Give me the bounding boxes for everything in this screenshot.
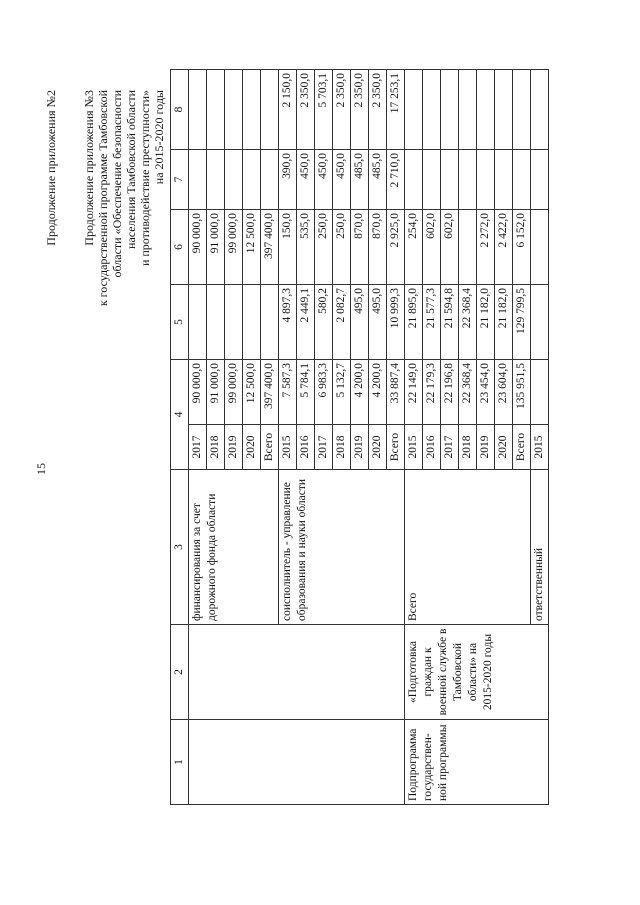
value-cell: 870,0: [351, 210, 369, 285]
value-cell: 485,0: [351, 150, 369, 210]
value-cell: 2 710,0: [387, 150, 405, 210]
value-cell: [531, 360, 549, 425]
value-cell: 2 082,7: [333, 285, 351, 360]
column-number: 5: [171, 285, 189, 360]
value-cell: 602,0: [423, 210, 441, 285]
value-cell: 535,0: [297, 210, 315, 285]
value-cell: 91 000,0: [207, 210, 225, 285]
value-cell: 22 368,4: [459, 360, 477, 425]
value-cell: 2 272,0: [477, 210, 495, 285]
year-cell: 2015: [405, 425, 423, 470]
source-cell: ответственный: [531, 470, 549, 625]
value-cell: [495, 70, 513, 150]
value-cell: 450,0: [297, 150, 315, 210]
value-cell: 2 925,0: [387, 210, 405, 285]
source-cell: соисполнитель - управление образования и науки области: [279, 470, 405, 625]
value-cell: [243, 285, 261, 360]
value-cell: [225, 70, 243, 150]
value-cell: 250,0: [333, 210, 351, 285]
header-line: и противодействие преступности»: [138, 90, 152, 267]
value-cell: [441, 70, 459, 150]
page-number: 15: [34, 463, 48, 475]
value-cell: [207, 70, 225, 150]
year-cell: 2016: [297, 425, 315, 470]
value-cell: 21 895,0: [405, 285, 423, 360]
value-cell: 7 587,3: [279, 360, 297, 425]
value-cell: 10 999,3: [387, 285, 405, 360]
value-cell: [261, 150, 279, 210]
header-line: к государственной программе Тамбовской: [96, 90, 110, 307]
year-cell: 2019: [351, 425, 369, 470]
table-row: [405, 70, 423, 805]
value-cell: 6 983,3: [315, 360, 333, 425]
value-cell: [459, 150, 477, 210]
value-cell: [189, 70, 207, 150]
value-cell: [243, 150, 261, 210]
value-cell: 90 000,0: [189, 210, 207, 285]
value-cell: 21 577,3: [423, 285, 441, 360]
value-cell: 21 182,0: [495, 285, 513, 360]
col-2-cell: [189, 625, 405, 720]
value-cell: 254,0: [405, 210, 423, 285]
document-header: [44, 90, 166, 306]
value-cell: [441, 150, 459, 210]
value-cell: 495,0: [351, 285, 369, 360]
year-cell: 2018: [459, 425, 477, 470]
column-number-row: [171, 70, 189, 805]
value-cell: 2 449,1: [297, 285, 315, 360]
value-cell: [459, 210, 477, 285]
value-cell: 33 887,4: [387, 360, 405, 425]
header-line: населения Тамбовской области: [124, 90, 138, 249]
value-cell: 397 400,0: [261, 360, 279, 425]
value-cell: [261, 70, 279, 150]
value-cell: 21 594,8: [441, 285, 459, 360]
column-number: 4: [171, 360, 189, 470]
value-cell: 870,0: [369, 210, 387, 285]
value-cell: 22 179,3: [423, 360, 441, 425]
value-cell: [459, 70, 477, 150]
value-cell: 495,0: [369, 285, 387, 360]
year-cell: 2015: [531, 425, 549, 470]
value-cell: 23 454,0: [477, 360, 495, 425]
year-cell: Всего: [261, 425, 279, 470]
value-cell: [423, 150, 441, 210]
value-cell: 450,0: [333, 150, 351, 210]
value-cell: 99 000,0: [225, 210, 243, 285]
year-cell: 2019: [477, 425, 495, 470]
value-cell: 5 132,7: [333, 360, 351, 425]
year-cell: 2020: [243, 425, 261, 470]
value-cell: 450,0: [315, 150, 333, 210]
value-cell: [405, 150, 423, 210]
value-cell: 602,0: [441, 210, 459, 285]
table-row: [189, 70, 207, 805]
column-number: 2: [171, 625, 189, 720]
value-cell: [531, 210, 549, 285]
value-cell: [531, 70, 549, 150]
source-cell: Всего: [405, 470, 531, 625]
value-cell: 23 604,0: [495, 360, 513, 425]
column-number: 1: [171, 720, 189, 805]
value-cell: 90 000,0: [189, 360, 207, 425]
year-cell: 2020: [495, 425, 513, 470]
value-cell: 2 350,0: [333, 70, 351, 150]
year-cell: 2015: [279, 425, 297, 470]
year-cell: 2017: [441, 425, 459, 470]
value-cell: 397 400,0: [261, 210, 279, 285]
col-1-cell: [189, 720, 405, 805]
value-cell: [423, 70, 441, 150]
value-cell: [513, 150, 531, 210]
value-cell: 12 500,0: [243, 210, 261, 285]
value-cell: 390,0: [279, 150, 297, 210]
value-cell: 129 799,5: [513, 285, 531, 360]
column-number: 3: [171, 470, 189, 625]
value-cell: 4 200,0: [369, 360, 387, 425]
value-cell: 22 196,8: [441, 360, 459, 425]
header-line: на 2015-2020 годы: [152, 90, 166, 185]
year-cell: Всего: [513, 425, 531, 470]
value-cell: 135 951,5: [513, 360, 531, 425]
value-cell: [531, 150, 549, 210]
value-cell: 580,2: [315, 285, 333, 360]
value-cell: 21 182,0: [477, 285, 495, 360]
value-cell: [207, 285, 225, 360]
year-cell: 2018: [333, 425, 351, 470]
year-cell: 2017: [189, 425, 207, 470]
column-number: 8: [171, 70, 189, 150]
financing-table: [170, 69, 549, 805]
col-1-cell: Подпрограмма государствен-ной программы: [405, 720, 549, 805]
header-line: Продолжение приложения №3: [82, 90, 96, 246]
year-cell: 2016: [423, 425, 441, 470]
value-cell: [477, 150, 495, 210]
value-cell: [225, 150, 243, 210]
year-cell: 2018: [207, 425, 225, 470]
value-cell: 22 368,4: [459, 285, 477, 360]
column-number: 7: [171, 150, 189, 210]
value-cell: 91 000,0: [207, 360, 225, 425]
value-cell: [189, 285, 207, 360]
value-cell: [207, 150, 225, 210]
value-cell: 12 500,0: [243, 360, 261, 425]
value-cell: 485,0: [369, 150, 387, 210]
value-cell: [513, 70, 531, 150]
value-cell: [189, 150, 207, 210]
value-cell: [477, 70, 495, 150]
value-cell: [495, 150, 513, 210]
value-cell: [243, 70, 261, 150]
value-cell: [261, 285, 279, 360]
value-cell: [405, 70, 423, 150]
value-cell: 4 200,0: [351, 360, 369, 425]
header-line: области «Обеспечение безопасности: [110, 90, 124, 278]
value-cell: 2 350,0: [369, 70, 387, 150]
value-cell: 2 422,0: [495, 210, 513, 285]
appendix-continuation: Продолжение приложения №2: [44, 90, 58, 246]
value-cell: 2 150,0: [279, 70, 297, 150]
year-cell: Всего: [387, 425, 405, 470]
value-cell: 22 149,0: [405, 360, 423, 425]
year-cell: 2020: [369, 425, 387, 470]
value-cell: 6 152,0: [513, 210, 531, 285]
value-cell: 2 350,0: [297, 70, 315, 150]
column-number: 6: [171, 210, 189, 285]
value-cell: 5 703,1: [315, 70, 333, 150]
value-cell: 250,0: [315, 210, 333, 285]
source-cell: финансирования за счет дорожного фонда области: [189, 470, 279, 625]
value-cell: 99 000,0: [225, 360, 243, 425]
col-2-cell: «Подготовка граждан к военной службе в Тамбовской области» на 2015-2020 годы: [405, 625, 549, 720]
value-cell: 150,0: [279, 210, 297, 285]
value-cell: 17 253,1: [387, 70, 405, 150]
year-cell: 2017: [315, 425, 333, 470]
value-cell: 4 897,3: [279, 285, 297, 360]
value-cell: 2 350,0: [351, 70, 369, 150]
value-cell: 5 784,1: [297, 360, 315, 425]
year-cell: 2019: [225, 425, 243, 470]
value-cell: [531, 285, 549, 360]
value-cell: [225, 285, 243, 360]
